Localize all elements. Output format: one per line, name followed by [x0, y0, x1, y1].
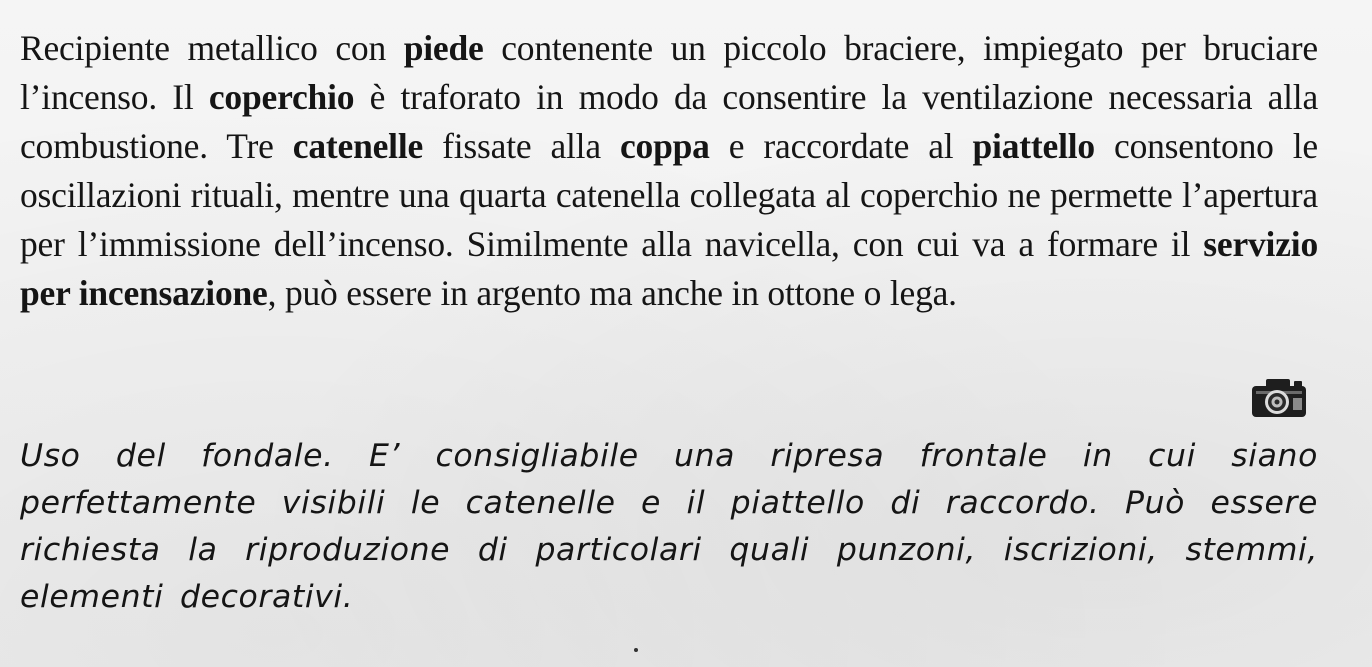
- term-coperchio: coperchio: [208, 77, 355, 117]
- description-paragraph: [20, 24, 1318, 318]
- text-segment: fissate alla: [423, 126, 620, 166]
- text-segment: consentono le oscillazioni rituali, mentre una quarta catenella collegata al coperchio ne permette l’apertura per l’immissione dell’incenso. Similmente alla navicella, con cui va a formare il: [20, 126, 1318, 264]
- term-coppa: coppa: [619, 126, 710, 166]
- text-segment: , può essere in argento ma anche in ottone o lega.: [267, 273, 957, 313]
- term-piede: piede: [403, 28, 484, 68]
- text-segment: Recipiente metallico con: [20, 28, 404, 68]
- term-catenelle: catenelle: [292, 126, 424, 166]
- term-servizio-per-incensazione: servizio per incensazione: [20, 224, 1318, 313]
- text-segment: contenente un piccolo braciere, impiegato per bruciare l’incenso. Il: [20, 28, 1318, 117]
- term-piattello: piattello: [972, 126, 1095, 166]
- text-segment: e raccordate al: [709, 126, 973, 166]
- print-speck: [634, 648, 638, 652]
- photography-note: Uso del fondale. E’ consigliabile una ripresa frontale in cui siano perfettamente visibili le catenelle e il piattello di raccordo. Può essere richiesta la riproduzione di particolari quali punzoni, iscrizioni, stemmi, elementi decorativi.: [20, 438, 1318, 615]
- camera-icon: [1250, 376, 1308, 420]
- text-segment: è traforato in modo da consentire la ventilazione necessaria alla combustione. Tre: [20, 77, 1319, 166]
